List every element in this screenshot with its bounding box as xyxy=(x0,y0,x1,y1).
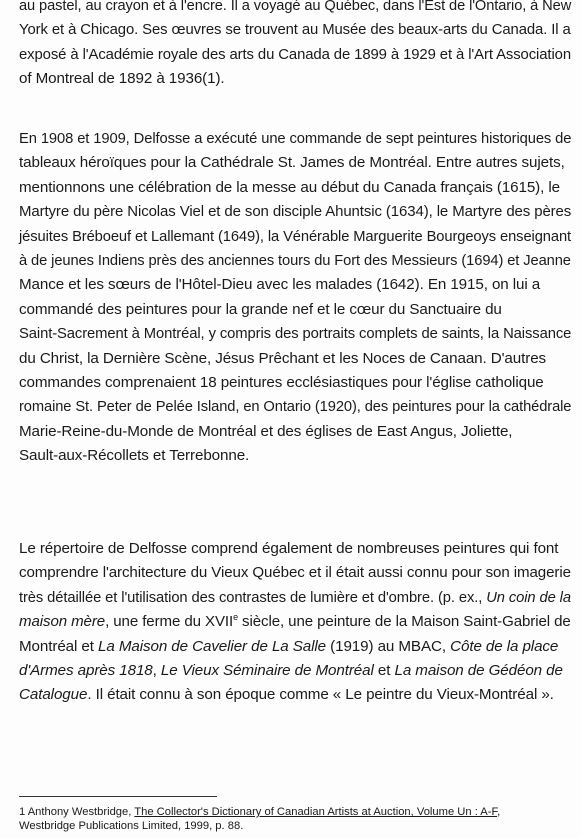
text-line: of Montreal de 1892 à 1936(1). xyxy=(19,70,225,88)
text-line xyxy=(19,683,571,707)
text-line: comprendre l'architecture du Vieux Québec et il était aussi connu pour son imagerie xyxy=(19,564,571,582)
text-run: Montréal et xyxy=(19,637,98,655)
text-line: jésuites Bréboeuf et Lallemant (1649), la Vénérable Marguerite Bourgeoys enseignant xyxy=(19,227,572,245)
text-line: Le répertoire de Delfosse comprend également de nombreuses peintures qui font xyxy=(19,540,559,557)
footnote-book-title: The Collector's Dictionary of Canadian Artists at Auction, Volume Un : A-F xyxy=(134,806,498,818)
text-run: et xyxy=(373,662,395,680)
text-line: commandé des peintures pour la grande nef et le cœur du Sanctuaire du xyxy=(19,300,502,318)
artwork-title: d'Armes après 1818 xyxy=(19,662,153,680)
text-line: au pastel, au crayon et à l'encre. Il a voyagé au Québec, dans l'Est de l'Ontario, à New xyxy=(19,0,572,14)
artwork-title: Le Vieux Séminaire de Montréal xyxy=(160,662,374,680)
text-line: En 1908 et 1909, Delfosse a exécuté une commande de sept peintures historiques de xyxy=(19,130,572,147)
text-line: exposé à l'Académie royale des arts du Canada de 1899 à 1929 et à l'Art Association xyxy=(19,45,572,63)
artwork-title: La maison de Gédéon de xyxy=(394,662,563,680)
footnote xyxy=(19,805,571,833)
paragraph-2 xyxy=(19,127,571,469)
text-line xyxy=(19,659,571,683)
text-run: très détaillée et l'utilisation des contrastes de lumière et d'ombre. (p. ex., xyxy=(19,588,487,606)
text-line: Saint-Sacrement à Montréal, y compris des portraits complets de saints, la Naissance xyxy=(19,325,572,343)
artwork-title: Côte de la place xyxy=(450,637,559,655)
artwork-title: Catalogue xyxy=(19,686,88,704)
text-line: Marie-Reine-du-Monde de Montréal et des églises de East Angus, Joliette, xyxy=(19,422,513,440)
text-line: commandes comprenaient 18 peintures ecclésiastiques pour l'église catholique xyxy=(19,374,544,392)
footnote-author: 1 Anthony Westbridge, xyxy=(19,806,135,818)
paragraph-3 xyxy=(19,537,571,708)
text-line: York et à Chicago. Ses œuvres se trouvent au Musée des beaux-arts du Canada. Il a xyxy=(19,21,571,39)
artwork-title: maison mère xyxy=(19,613,106,631)
text-line: Martyre du père Nicolas Viel et de son disciple Ahuntsic (1634), le Martyre des pères xyxy=(19,203,572,221)
text-line: à de jeunes Indiens près des anciennes tours du Fort des Messieurs (1694) et Jeanne xyxy=(19,252,571,270)
artwork-title: La Maison de Cavelier de La Salle xyxy=(98,637,327,655)
footnote-punctuation: , xyxy=(497,806,501,818)
text-line: Sault-aux-Récollets et Terrebonne. xyxy=(19,447,250,465)
text-run: siècle, une peinture de la Maison Saint-Gabriel de xyxy=(237,613,571,631)
text-line: mentionnons une célébration de la messe au début du Canada français (1615), le xyxy=(19,178,560,196)
text-run: , une ferme du XVII xyxy=(105,613,234,631)
superscript: e xyxy=(233,612,238,623)
text-line: du Christ, la Dernière Scène, Jésus Prêchant et les Noces de Canaan. D'autres xyxy=(19,349,547,367)
text-line: tableaux héroïques pour la Cathédrale St. James de Montréal. Entre autres sujets, xyxy=(19,154,565,172)
text-line xyxy=(19,586,571,610)
artwork-title: Un coin de la xyxy=(486,588,571,606)
footnote-line: Westbridge Publications Limited, 1999, p. 88. xyxy=(19,820,244,832)
footnote-line xyxy=(19,805,571,819)
text-line: Mance et les sœurs de l'Hôtel-Dieu avec les malades (1642). En 1915, on lui a xyxy=(19,276,541,294)
paragraph-1 xyxy=(19,0,571,92)
text-run: . Il était connu à son époque comme « Le peintre du Vieux-Montréal ». xyxy=(87,686,554,704)
footnote-separator xyxy=(19,796,217,797)
text-run: (1919) au MBAC, xyxy=(326,637,451,655)
text-line xyxy=(19,635,571,659)
text-line: romaine St. Peter de Pelée Island, en Ontario (1920), des peintures pour la cathédrale xyxy=(19,398,572,416)
text-line xyxy=(19,610,571,634)
text-run: , xyxy=(152,662,161,680)
